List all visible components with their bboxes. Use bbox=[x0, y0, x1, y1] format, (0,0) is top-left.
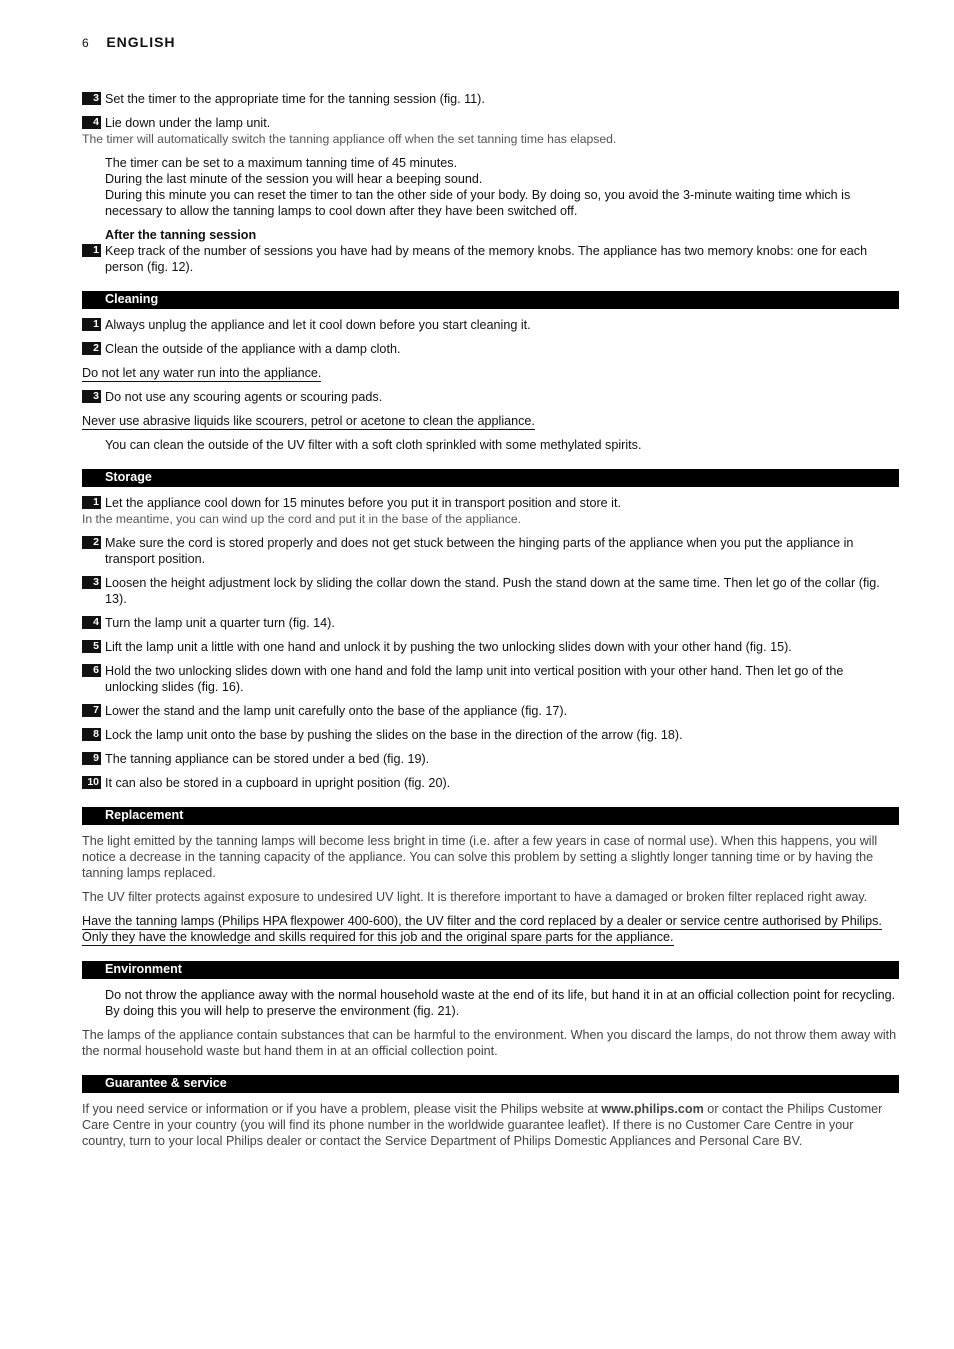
note-block bbox=[105, 155, 899, 219]
step-text: Loosen the height adjustment lock by sliding the collar down the stand. Push the stand down at the same time. Then let go of the collar (fig. 13). bbox=[105, 576, 880, 606]
section-heading: Storage bbox=[82, 469, 899, 487]
step-number: 4 bbox=[82, 116, 101, 129]
step-number: 5 bbox=[82, 640, 101, 653]
numbered-step bbox=[82, 535, 899, 567]
numbered-step bbox=[82, 727, 899, 743]
step-text: Lift the lamp unit a little with one hand and unlock it by pushing the two unlocking slides down with your other hand (fig. 15). bbox=[105, 640, 792, 654]
numbered-step bbox=[82, 243, 899, 275]
step-text: Clean the outside of the appliance with a damp cloth. bbox=[105, 342, 401, 356]
text-before-link: If you need service or information or if you have a problem, please visit the Philips website at bbox=[82, 1102, 602, 1116]
warning-text bbox=[82, 913, 899, 945]
step-text: Let the appliance cool down for 15 minutes before you put it in transport position and store it. bbox=[105, 496, 621, 510]
warning-text bbox=[82, 413, 899, 429]
section-heading: Environment bbox=[82, 961, 899, 979]
step-number: 4 bbox=[82, 616, 101, 629]
note-block bbox=[105, 437, 899, 453]
section-heading: Replacement bbox=[82, 807, 899, 825]
numbered-step bbox=[82, 615, 899, 631]
paragraph: The light emitted by the tanning lamps will become less bright in time (i.e. after a few years in case of normal use). When this happens, you will notice a decrease in the tanning capacity of the appliance. You can solve this problem by setting a slightly longer tanning time or by having the tanning lamps replaced. bbox=[82, 834, 878, 880]
warning-text bbox=[82, 365, 899, 381]
note-block bbox=[105, 987, 899, 1019]
step-text: Set the timer to the appropriate time for the tanning session (fig. 11). bbox=[105, 92, 485, 106]
website-link: www.philips.com bbox=[601, 1102, 704, 1116]
step-text: The tanning appliance can be stored under a bed (fig. 19). bbox=[105, 752, 430, 766]
note-line: During this minute you can reset the timer to tan the other side of your body. By doing so, you avoid the 3-minute waiting time which is necessary to allow the tanning lamps to cool down after they have been switched off. bbox=[105, 188, 851, 218]
note-line: You can clean the outside of the UV filter with a soft cloth sprinkled with some methylated spirits. bbox=[105, 438, 642, 452]
step-number: 3 bbox=[82, 92, 101, 105]
step-text: Do not use any scouring agents or scouring pads. bbox=[105, 390, 383, 404]
step-number: 6 bbox=[82, 664, 101, 677]
step-number: 1 bbox=[82, 244, 101, 257]
warning-underlined: Never use abrasive liquids like scourers, petrol or acetone to clean the appliance. bbox=[82, 414, 535, 428]
numbered-step bbox=[82, 775, 899, 791]
numbered-step bbox=[82, 751, 899, 767]
numbered-step bbox=[82, 341, 899, 357]
numbered-step bbox=[82, 663, 899, 695]
note-line: Do not throw the appliance away with the normal household waste at the end of its life, but hand it in at an official collection point for recycling. By doing this you will help to preserve the environment (fig. 21). bbox=[105, 988, 896, 1018]
step-number: 8 bbox=[82, 728, 101, 741]
step-number: 9 bbox=[82, 752, 101, 765]
step-number: 3 bbox=[82, 576, 101, 589]
numbered-step bbox=[82, 115, 899, 147]
step-number: 3 bbox=[82, 390, 101, 403]
text-after-link: or contact the Philips Customer Care Centre in your country (you will find its phone number in the worldwide guarantee leaflet). If there is no Customer Care Centre in your country, turn to your local Philips dealer or contact the Service Department of Philips Domestic Appliances and Personal Care BV. bbox=[82, 1102, 883, 1148]
note-line: During the last minute of the session you will hear a beeping sound. bbox=[105, 172, 483, 186]
numbered-step bbox=[82, 389, 899, 405]
numbered-step bbox=[82, 91, 899, 107]
language-label: ENGLISH bbox=[106, 34, 176, 50]
step-text: Lower the stand and the lamp unit carefully onto the base of the appliance (fig. 17). bbox=[105, 704, 568, 718]
step-text: Keep track of the number of sessions you have had by means of the memory knobs. The appliance has two memory knobs: one for each person (fig. 12). bbox=[105, 244, 868, 274]
step-text: Make sure the cord is stored properly and does not get stuck between the hinging parts of the appliance when you put the appliance in transport position. bbox=[105, 536, 854, 566]
guarantee-paragraph bbox=[82, 1101, 899, 1149]
numbered-step bbox=[82, 639, 899, 655]
paragraph: The lamps of the appliance contain substances that can be harmful to the environment. When you discard the lamps, do not throw them away with the normal household waste but hand them in at an official collection point. bbox=[82, 1028, 897, 1058]
step-number: 1 bbox=[82, 496, 101, 509]
page-header bbox=[82, 34, 176, 50]
note-line: The timer can be set to a maximum tanning time of 45 minutes. bbox=[105, 156, 458, 170]
page-number: 6 bbox=[82, 36, 89, 50]
step-text: Lock the lamp unit onto the base by pushing the slides on the base in the direction of the arrow (fig. 18). bbox=[105, 728, 683, 742]
step-text: Always unplug the appliance and let it cool down before you start cleaning it. bbox=[105, 318, 531, 332]
subheading: After the tanning session bbox=[105, 228, 257, 242]
manual-content bbox=[82, 91, 899, 1157]
step-text: Turn the lamp unit a quarter turn (fig. 14). bbox=[105, 616, 335, 630]
warning-underlined: Have the tanning lamps (Philips HPA flexpower 400-600), the UV filter and the cord replaced by a dealer or service centre authorised by Philips. Only they have the knowledge and skills required for this job and the original spare parts for the appliance. bbox=[82, 914, 882, 944]
numbered-step bbox=[82, 495, 899, 527]
step-number: 10 bbox=[82, 776, 101, 789]
step-text: Lie down under the lamp unit. bbox=[105, 116, 271, 130]
step-number: 1 bbox=[82, 318, 101, 331]
numbered-step bbox=[82, 317, 899, 333]
numbered-step bbox=[82, 703, 899, 719]
numbered-step bbox=[82, 575, 899, 607]
step-text: It can also be stored in a cupboard in upright position (fig. 20). bbox=[105, 776, 451, 790]
warning-underlined: Do not let any water run into the appliance. bbox=[82, 366, 322, 380]
section-heading: Guarantee & service bbox=[82, 1075, 899, 1093]
step-number: 7 bbox=[82, 704, 101, 717]
step-number: 2 bbox=[82, 342, 101, 355]
paragraph: The UV filter protects against exposure to undesired UV light. It is therefore important to have a damaged or broken filter replaced right away. bbox=[82, 890, 868, 904]
section-heading: Cleaning bbox=[82, 291, 899, 309]
step-text: Hold the two unlocking slides down with one hand and fold the lamp unit into vertical position with your other hand. Then let go of the unlocking slides (fig. 16). bbox=[105, 664, 844, 694]
step-detail: In the meantime, you can wind up the cord and put it in the base of the appliance. bbox=[82, 512, 522, 526]
step-number: 2 bbox=[82, 536, 101, 549]
step-detail: The timer will automatically switch the tanning appliance off when the set tanning time has elapsed. bbox=[82, 132, 617, 146]
